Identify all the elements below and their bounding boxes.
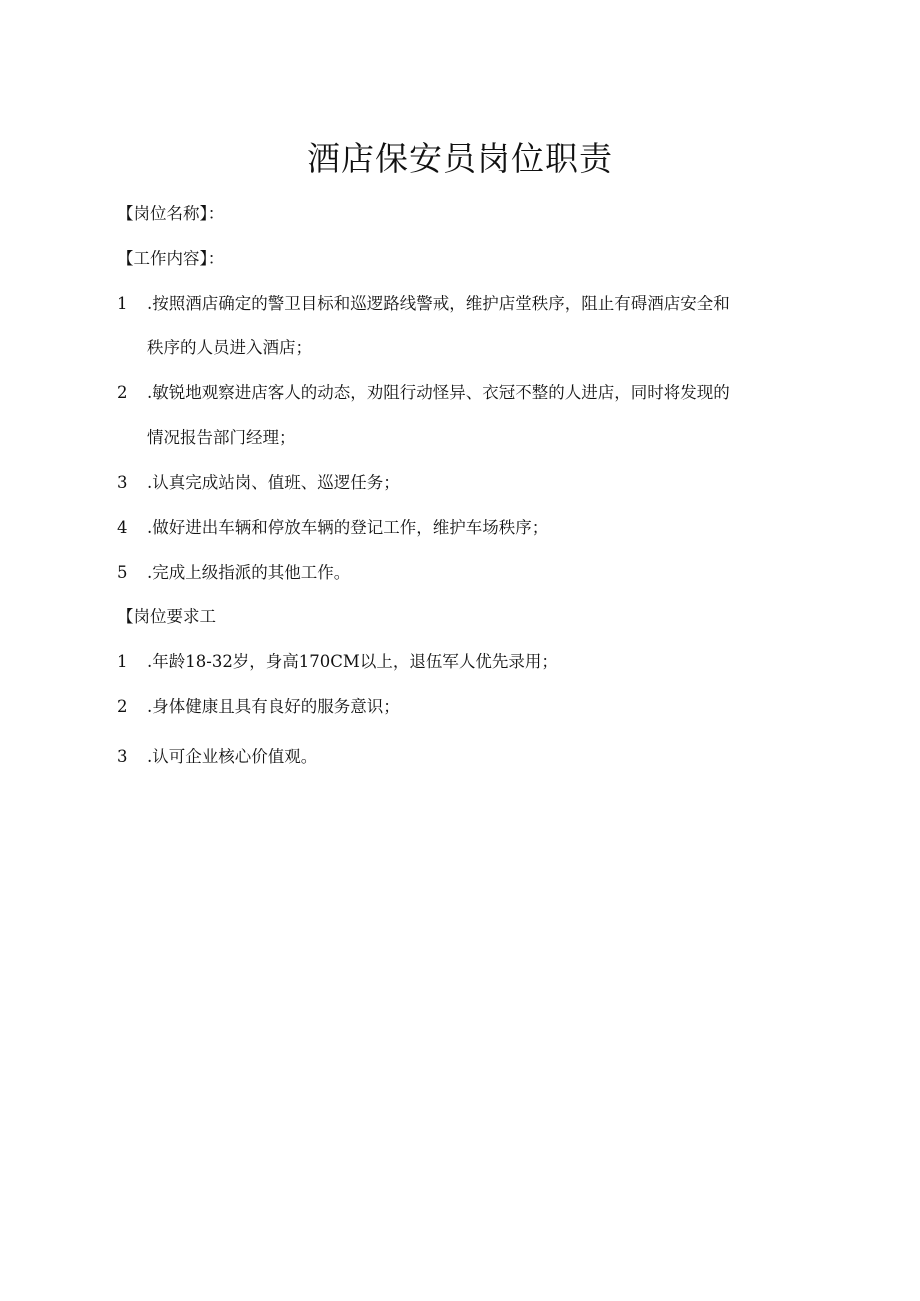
work-item-text: .认真完成站岗、值班、巡逻任务； <box>147 473 400 492</box>
work-item-number: 2 <box>117 383 128 402</box>
work-item-5 <box>117 562 350 584</box>
requirement-item-2 <box>117 696 400 718</box>
requirement-item-1 <box>117 651 558 673</box>
work-item-1 <box>117 293 730 315</box>
work-item-2 <box>117 382 730 404</box>
position-name-label: 【岗位名称】： <box>117 204 225 223</box>
requirement-item-text: .身体健康且具有良好的服务意识； <box>147 697 400 716</box>
requirement-item-text: .年龄18-32岁，身高170CM以上，退伍军人优先录用； <box>147 652 558 671</box>
work-item-number: 5 <box>117 563 128 582</box>
requirement-item-number: 3 <box>117 747 128 766</box>
work-item-number: 4 <box>117 518 128 537</box>
work-item-4 <box>117 517 548 539</box>
work-item-number: 1 <box>117 294 128 313</box>
requirements-label: 【岗位要求工 <box>117 607 216 626</box>
requirement-item-number: 2 <box>117 697 128 716</box>
work-item-text: .完成上级指派的其他工作。 <box>147 563 351 582</box>
work-item-1-continuation: 秩序的人员进入酒店； <box>147 338 312 357</box>
requirement-item-number: 1 <box>117 652 128 671</box>
document-title: 酒店保安员岗位职责 <box>307 139 613 178</box>
work-item-text: .做好进出车辆和停放车辆的登记工作，维护车场秩序； <box>147 518 549 537</box>
work-item-text: .敏锐地观察进店客人的动态，劝阻行动怪异、衣冠不整的人进店，同时将发现的 <box>147 383 730 402</box>
work-item-number: 3 <box>117 473 128 492</box>
requirement-item-3 <box>117 746 317 768</box>
work-item-3 <box>117 472 400 494</box>
requirement-item-text: .认可企业核心价值观。 <box>147 747 318 766</box>
work-item-text: .按照酒店确定的警卫目标和巡逻路线警戒，维护店堂秩序，阻止有碍酒店安全和 <box>147 294 730 313</box>
work-item-2-continuation: 情况报告部门经理； <box>147 428 296 447</box>
work-content-label: 【工作内容】： <box>117 249 225 268</box>
